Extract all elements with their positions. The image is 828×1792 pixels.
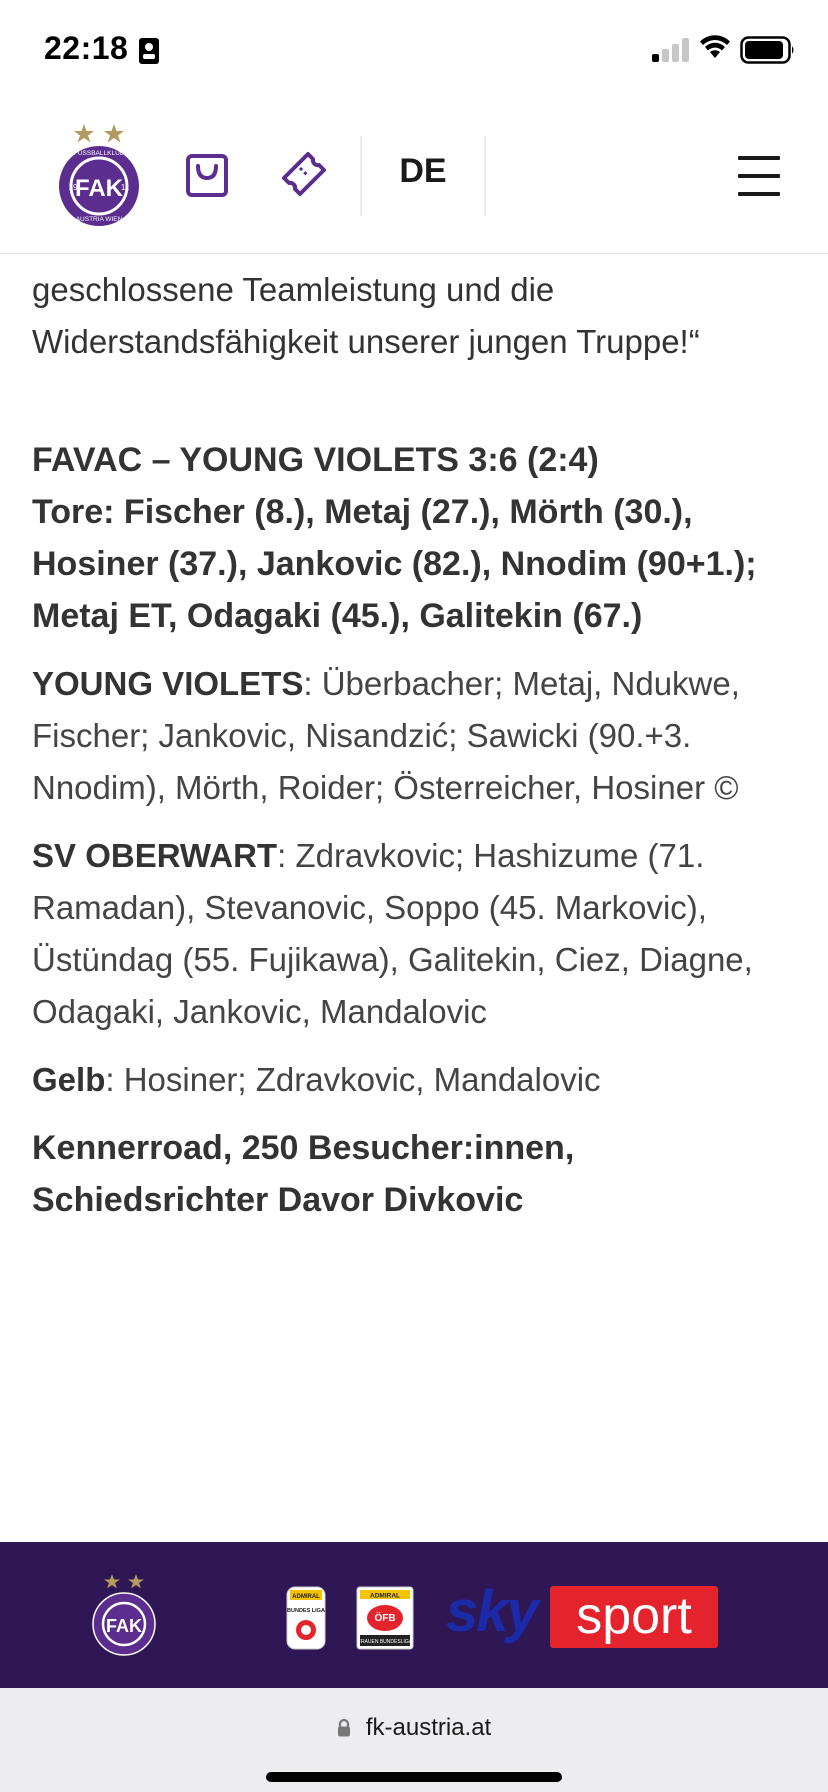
svg-text:FAK: FAK	[106, 1616, 142, 1636]
hamburger-menu-icon[interactable]	[738, 156, 780, 196]
venue-info: Kennerroad, 250 Besucher:innen, Schiedsrichter Davor Divkovic	[32, 1129, 575, 1219]
wifi-icon	[698, 34, 732, 60]
home-indicator[interactable]	[266, 1772, 562, 1782]
yellow-cards-label: Gelb	[32, 1061, 106, 1098]
lineup-players: : Zdravkovic; Hashizume (71. Ramadan), Stevanovic, Soppo (45. Markovic), Üstündag (55. Fujikawa), Galitekin, Ciez, Diagne, Odagaki, Jankovic, Mandalovic	[32, 837, 753, 1030]
quote-line: geschlossene Teamleistung und die	[32, 271, 555, 308]
svg-text:ADMIRAL: ADMIRAL	[292, 1594, 320, 1600]
site-header	[0, 100, 828, 254]
quote-paragraph	[32, 264, 800, 368]
language-switch-button[interactable]: DE	[380, 152, 466, 191]
svg-text:11: 11	[120, 183, 130, 192]
menu-bar	[738, 174, 780, 178]
svg-text:AUSTRIA WIEN: AUSTRIA WIEN	[75, 216, 123, 223]
url-text: fk-austria.at	[365, 1714, 492, 1741]
article-content	[32, 253, 800, 1543]
svg-text:FUSSBALLKLUB: FUSSBALLKLUB	[73, 150, 125, 157]
quote-line: Widerstandsfähigkeit unserer jungen Truppe!“	[32, 323, 700, 360]
svg-text:ADMIRAL: ADMIRAL	[370, 1592, 400, 1600]
ofb-frauen-bundesliga-logo[interactable]	[356, 1586, 414, 1650]
lineup-home	[32, 658, 800, 814]
cellular-signal-icon	[652, 38, 690, 62]
fak-footer-logo[interactable]	[90, 1572, 158, 1658]
battery-icon	[740, 36, 796, 64]
yellow-cards-players: : Hosiner; Zdravkovic, Mandalovic	[105, 1061, 601, 1098]
header-divider	[360, 136, 362, 216]
yellow-cards	[32, 1054, 800, 1106]
svg-text:ÖFB: ÖFB	[374, 1613, 396, 1624]
shopping-bag-icon[interactable]	[185, 150, 229, 198]
sky-logo[interactable]: sky	[446, 1579, 537, 1644]
fak-club-logo[interactable]	[56, 122, 142, 228]
match-result	[32, 434, 800, 642]
menu-bar	[738, 156, 780, 160]
lineup-label: YOUNG VIOLETS	[32, 665, 304, 702]
ticket-icon[interactable]	[278, 148, 328, 198]
admiral-bundesliga-logo[interactable]	[286, 1586, 326, 1650]
id-card-icon	[138, 37, 160, 65]
lineup-away	[32, 830, 800, 1038]
url-field[interactable]	[0, 1714, 828, 1742]
sky-sport-badge[interactable]: sport	[550, 1586, 718, 1648]
status-time: 22:18	[44, 30, 129, 66]
lock-icon	[337, 1718, 351, 1738]
goal-scorers: Tore: Fischer (8.), Metaj (27.), Mörth (30.), Hosiner (37.), Jankovic (82.), Nnodim (90+1.); Metaj ET, Odagaki (45.), Galitekin (67.)	[32, 493, 757, 635]
lineup-label: SV OBERWART	[32, 837, 278, 874]
svg-text:19: 19	[68, 183, 78, 192]
header-divider	[484, 136, 486, 216]
svg-text:FRAUEN BUNDESLIGA: FRAUEN BUNDESLIGA	[357, 1639, 413, 1645]
status-bar	[0, 0, 828, 100]
lineup-players: : Überbacher; Metaj, Ndukwe, Fischer; Jankovic, Nisandzić; Sawicki (90.+3. Nnodim), Mörth, Roider; Österreicher, Hosiner ©	[32, 665, 740, 806]
svg-text:FAK: FAK	[75, 175, 123, 202]
browser-address-bar	[0, 1688, 828, 1792]
sponsor-footer	[0, 1542, 828, 1688]
match-score-line: FAVAC – YOUNG VIOLETS 3:6 (2:4)	[32, 441, 599, 479]
menu-bar	[738, 192, 780, 196]
svg-text:BUNDES LIGA: BUNDES LIGA	[287, 1608, 325, 1614]
